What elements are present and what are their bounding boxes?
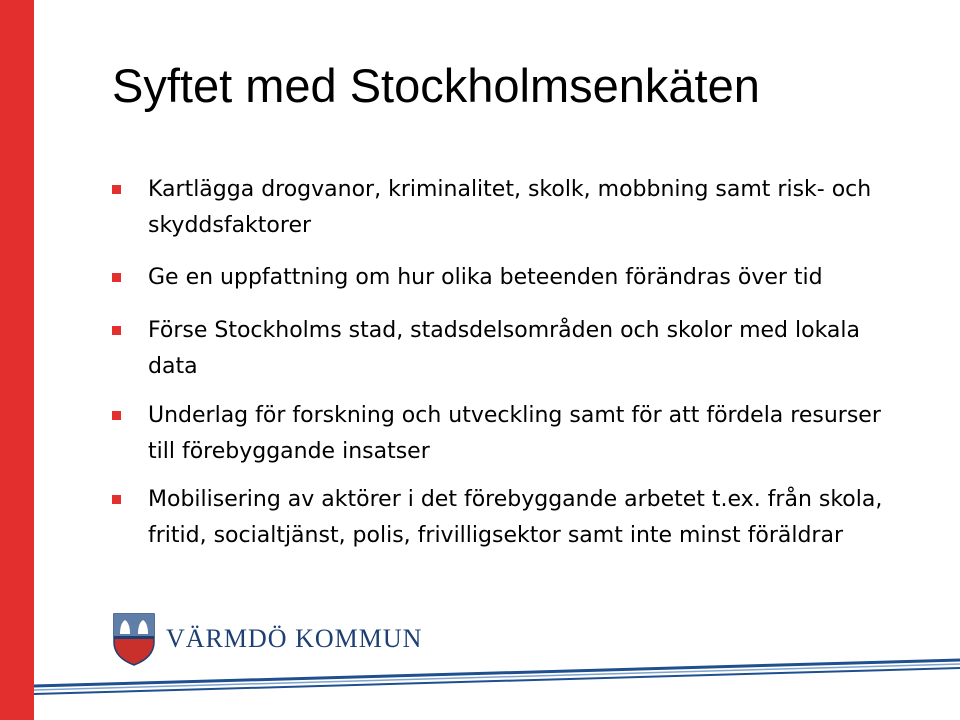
bullet-item <box>112 260 892 296</box>
left-accent-bar <box>0 0 34 720</box>
square-bullet-icon <box>112 326 121 335</box>
bullet-item <box>112 172 892 244</box>
bullet-item <box>112 313 892 385</box>
bullet-item <box>112 482 892 554</box>
logo-text: VÄRMDÖ KOMMUN <box>166 624 423 653</box>
coat-of-arms-icon <box>112 612 156 666</box>
square-bullet-icon <box>112 411 121 420</box>
slide-title: Syftet med Stockholmsenkäten <box>112 59 760 112</box>
bullet-text: Kartlägga drogvanor, kriminalitet, skolk, mobbning samt risk- och skyddsfaktorer <box>148 177 872 238</box>
bullet-text: Ge en uppfattning om hur olika beteenden förändras över tid <box>148 265 823 290</box>
square-bullet-icon <box>112 495 121 504</box>
bullet-text: Förse Stockholms stad, stadsdelsområden och skolor med lokala data <box>148 318 861 379</box>
bullet-text: Underlag för forskning och utveckling samt för att fördela resurser till förebyggande insatser <box>148 403 881 464</box>
bullet-text: Mobilisering av aktörer i det förebyggande arbetet t.ex. från skola, fritid, socialtjänst, polis, frivilligsektor samt inte minst föräldrar <box>148 487 883 548</box>
municipality-logo <box>112 612 422 666</box>
bullet-item <box>112 398 892 470</box>
square-bullet-icon <box>112 273 121 282</box>
square-bullet-icon <box>112 185 121 194</box>
